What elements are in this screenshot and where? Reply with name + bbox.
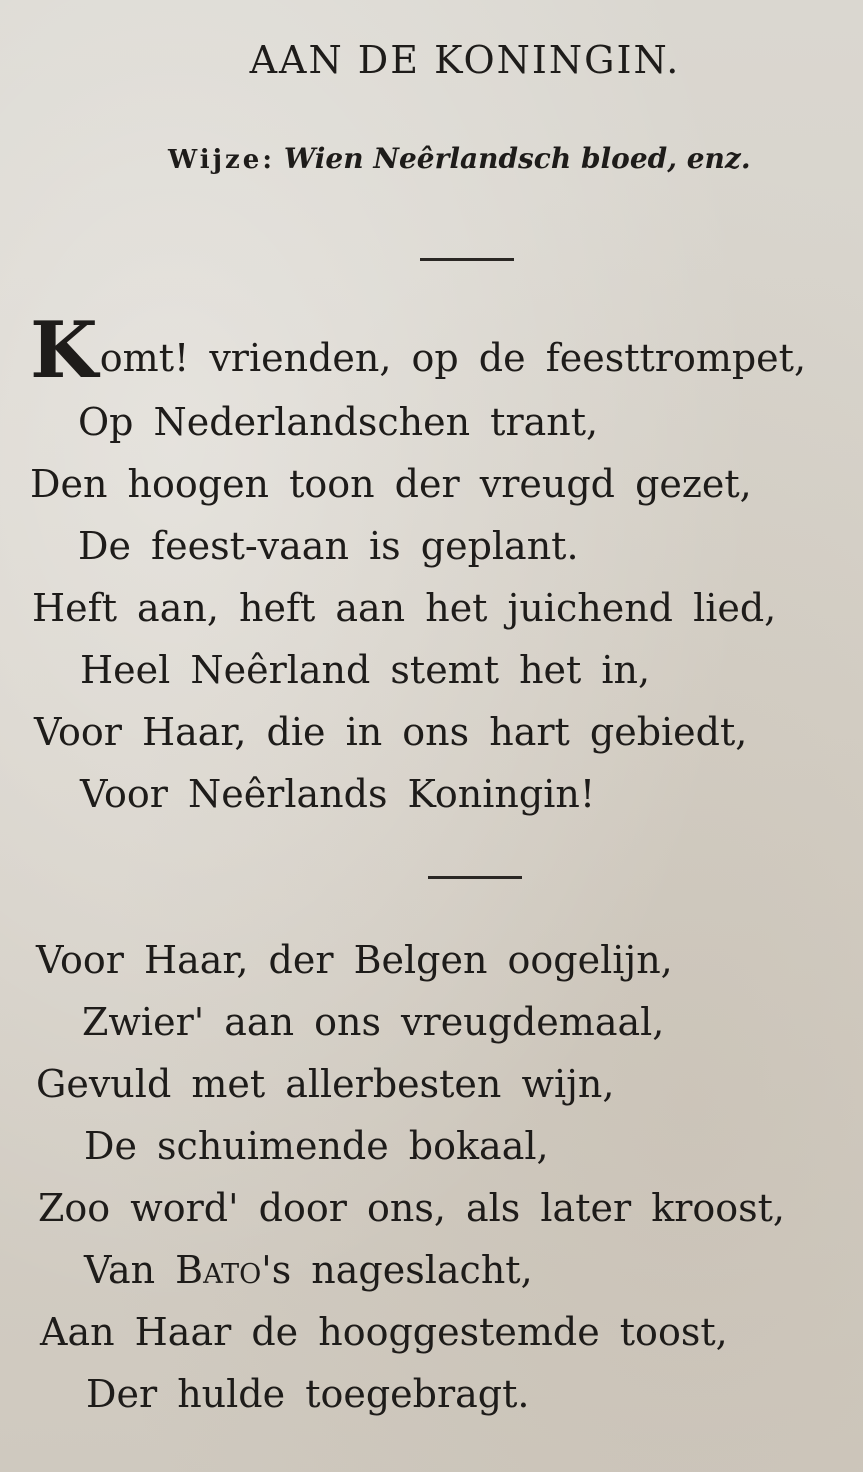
verse-line: Gevuld met allerbesten wijn, <box>36 1062 615 1106</box>
tune-line <box>168 142 751 175</box>
verse-line: Heft aan, heft aan het juichend lied, <box>32 586 777 630</box>
verse-line: Voor Haar, die in ons hart gebiedt, <box>34 710 748 754</box>
verse-line <box>30 305 807 396</box>
verse-line: Zwier' aan ons vreugdemaal, <box>82 1000 665 1044</box>
verse-line: Der hulde toegebragt. <box>86 1372 530 1416</box>
verse-line-suffix: 's nageslacht, <box>261 1248 533 1292</box>
verse-line-prefix: Van <box>84 1248 176 1292</box>
verse-line: Den hoogen toon der vreugd gezet, <box>30 462 752 506</box>
section-divider <box>428 876 522 879</box>
poem-title: AAN DE KONINGIN. <box>249 38 681 82</box>
verse-line-text: omt! vrienden, op de feesttrompet, <box>99 336 807 380</box>
verse-line: Op Nederlandschen trant, <box>78 400 599 444</box>
proper-name: Bato <box>175 1248 262 1292</box>
verse-line: Aan Haar de hooggestemde toost, <box>40 1310 728 1354</box>
verse-line: De feest-vaan is geplant. <box>78 524 579 568</box>
verse-line: Zoo word' door ons, als later kroost, <box>38 1186 785 1230</box>
tune-label: Wijze: <box>168 145 275 175</box>
verse-line: Voor Neêrlands Koningin! <box>80 772 596 816</box>
tune-name: Wien Neêrlandsch bloed, enz. <box>283 142 751 175</box>
drop-cap: K <box>30 305 98 396</box>
verse-line: Heel Neêrland stemt het in, <box>80 648 651 692</box>
section-divider <box>420 258 514 261</box>
verse-line: Voor Haar, der Belgen oogelijn, <box>36 938 673 982</box>
verse-line: De schuimende bokaal, <box>84 1124 549 1168</box>
verse-line <box>84 1248 533 1292</box>
